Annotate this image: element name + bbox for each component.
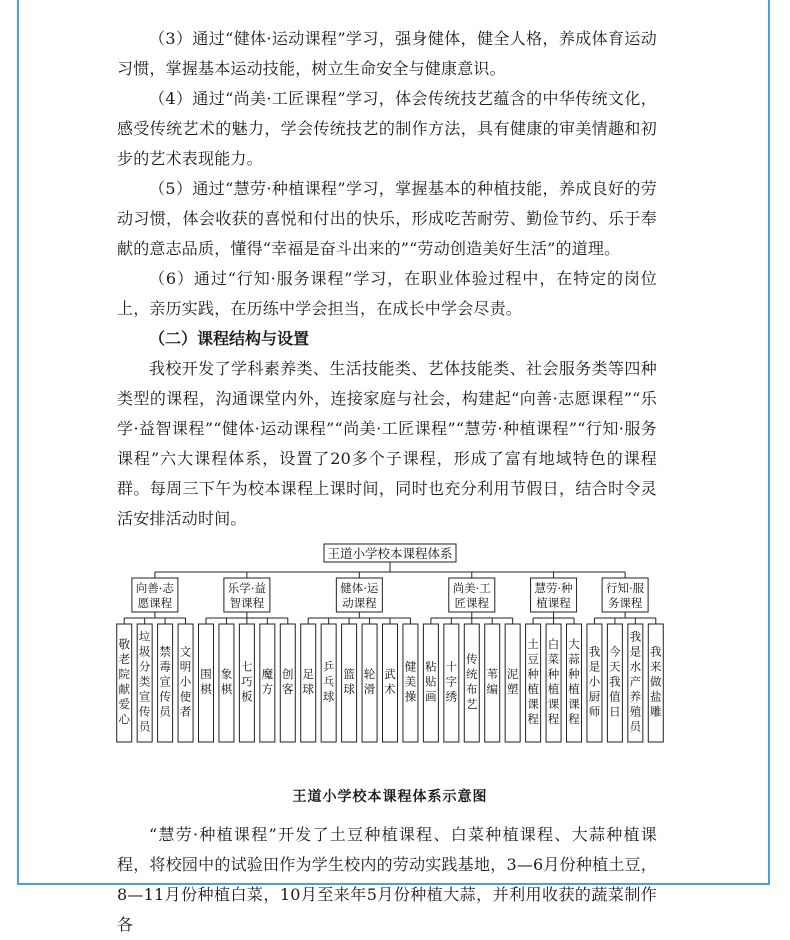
section-heading: （二）课程结构与设置	[149, 329, 310, 348]
group-label: 向善·志	[135, 581, 174, 595]
leaf-label: 轮滑	[363, 667, 376, 696]
leaf-label: 土豆种植课程	[527, 637, 539, 726]
leaf-label: 白菜种植课程	[547, 637, 560, 726]
body-text-bottom	[117, 820, 657, 940]
leaf-label: 篮球	[343, 667, 355, 696]
group-label: 健体·运	[340, 581, 379, 595]
group-label: 务课程	[607, 596, 643, 610]
leaf-label: 垃圾分类宣传员	[138, 629, 151, 734]
leaf-label: 乒乓球	[322, 659, 335, 704]
curriculum-diagram	[112, 542, 668, 782]
leaf-label: 泥塑	[506, 667, 519, 696]
root-label: 王道小学校本课程体系	[327, 546, 453, 561]
leaf-label: 我是水产养殖员	[629, 629, 642, 734]
paragraph-goal-5: （5）通过“慧劳·种植课程”学习，掌握基本的种植技能，养成良好的劳动习惯，体会收获的喜悦和付出的快乐，形成吃苦耐劳、勤俭节约、乐于奉献的意志品质，懂得“幸福是奋斗出来的”“劳动创造美好生活”的道理。	[117, 179, 657, 258]
leaf-label: 文明小使者	[179, 644, 192, 719]
group-label: 尚美·工	[452, 581, 491, 595]
leaf-label: 魔方	[261, 667, 274, 696]
leaf-label: 七巧板	[241, 659, 253, 704]
leaf-label: 传统布艺	[466, 652, 478, 711]
paragraph-planting: “慧劳·种植课程”开发了土豆种植课程、白菜种植课程、大蒜种植课程，将校园中的试验田作为学生校内的劳动实践基地，3—6月份种植土豆，8—11月份种植白菜，10月至来年5月份种植大蒜，并利用收获的蔬菜制作各	[117, 825, 657, 934]
paragraph-goal-6: （6）通过“行知·服务课程”学习，在职业体验过程中，在特定的岗位上，亲历实践，在历练中学会担当，在成长中学会尽责。	[117, 269, 657, 318]
leaf-label: 创客	[282, 667, 294, 696]
leaf-label: 敬老院献爱心	[118, 637, 130, 726]
leaf-label: 禁毒宣传员	[159, 644, 171, 719]
body-text-top	[117, 24, 657, 534]
paragraph-structure: 我校开发了学科素养类、生活技能类、艺体技能类、社会服务类等四种类型的课程，沟通课堂内外，连接家庭与社会，构建起“向善·志愿课程”“乐学·益智课程”“健体·运动课程”“尚美·工匠课程”“慧劳·种植课程”“行知·服务课程”六大课程体系，设置了20多个子课程，形成了富有地域特色的课程群。每周三下午为校本课程上课时间，同时也充分利用节假日，结合时令灵活安排活动时间。	[117, 359, 657, 528]
group-label: 慧劳·种	[534, 581, 573, 595]
paragraph-goal-3: （3）通过“健体·运动课程”学习，强身健体，健全人格，养成体育运动习惯，掌握基本运动技能，树立生命安全与健康意识。	[117, 29, 657, 78]
leaf-label: 我来做盐雕	[650, 644, 662, 719]
group-label: 乐学·益	[227, 581, 266, 595]
group-label: 智课程	[229, 596, 265, 610]
leaf-label: 大蒜种植课程	[568, 637, 580, 726]
leaf-label: 足球	[302, 667, 314, 696]
page-border-left	[17, 0, 19, 885]
leaf-label: 围棋	[200, 667, 212, 696]
leaf-label: 我是小厨师	[588, 644, 601, 719]
group-label: 植课程	[536, 596, 571, 610]
leaf-label: 今天我值日	[609, 644, 621, 719]
paragraph-goal-4: （4）通过“尚美·工匠课程”学习，体会传统技艺蕴含的中华传统文化，感受传统艺术的魅力，学会传统技艺的制作方法，具有健康的审美情趣和初步的艺术表现能力。	[117, 89, 657, 168]
diagram-caption: 王道小学校本课程体系示意图	[292, 789, 488, 805]
leaf-label: 粘贴画	[425, 659, 437, 704]
leaf-label: 十字绣	[445, 659, 458, 704]
leaf-label: 象棋	[220, 667, 233, 696]
leaf-label: 苇编	[486, 667, 498, 696]
group-label: 动课程	[342, 596, 377, 610]
group-label: 匠课程	[454, 596, 490, 610]
page-border-right	[768, 0, 770, 885]
leaf-label: 健美操	[404, 659, 417, 704]
leaf-label: 武术	[384, 667, 396, 696]
group-label: 愿课程	[137, 596, 173, 610]
group-label: 行知·服	[606, 581, 645, 595]
